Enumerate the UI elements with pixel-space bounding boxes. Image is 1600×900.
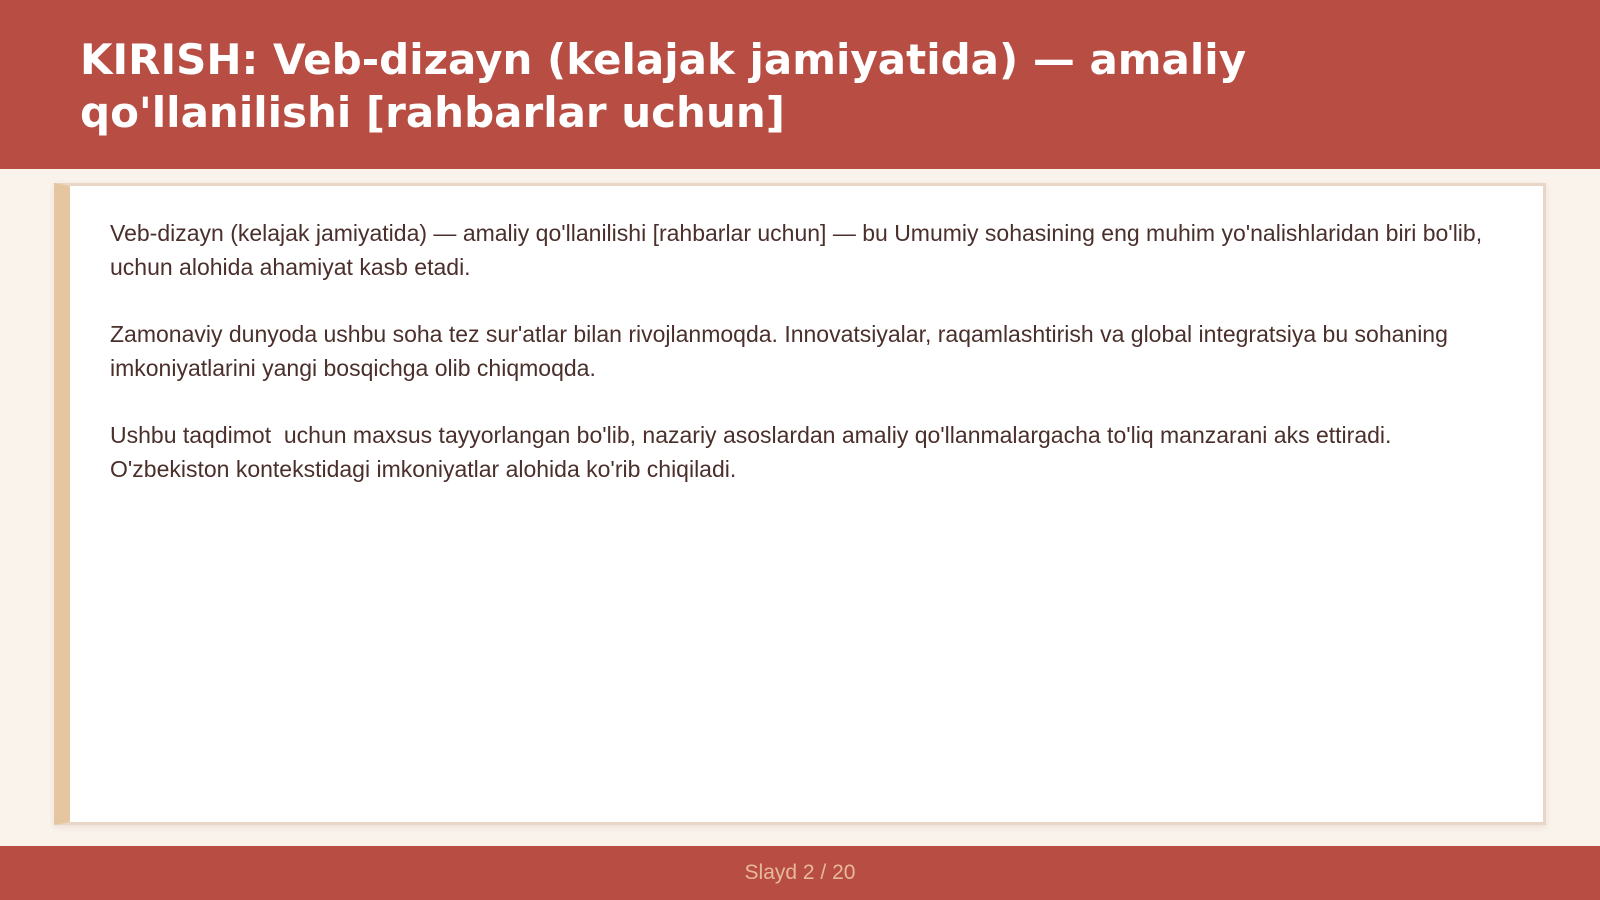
presentation-purpose-paragraph: Ushbu taqdimot uchun maxsus tayyorlangan bo'lib, nazariy asoslardan amaliy qo'llanmalargacha to'liq manzarani aks ettiradi. O'zbekiston kontekstidagi imkoniyatlar alohida ko'rib chiqiladi. [110, 422, 1398, 482]
slide-footer [0, 846, 1600, 900]
slide-header [0, 0, 1600, 169]
content-card [54, 183, 1546, 825]
slide-counter: Slayd 2 / 20 [744, 861, 856, 884]
slide-title: KIRISH: Veb-dizayn (kelajak jamiyatida) — amaliy qo'llanilishi [rahbarlar uchun] [80, 35, 1247, 137]
development-paragraph: Zamonaviy dunyoda ushbu soha tez sur'atlar bilan rivojlanmoqda. Innovatsiyalar, raqamlashtirish va global integratsiya bu sohaning imkoniyatlarini yangi bosqichga olib chiqmoqda. [110, 321, 1455, 381]
intro-paragraph: Veb-dizayn (kelajak jamiyatida) — amaliy qo'llanilishi [rahbarlar uchun] — bu Umumiy sohasining eng muhim yo'nalishlaridan biri bo'lib, uchun alohida ahamiyat kasb etadi. [110, 220, 1495, 280]
